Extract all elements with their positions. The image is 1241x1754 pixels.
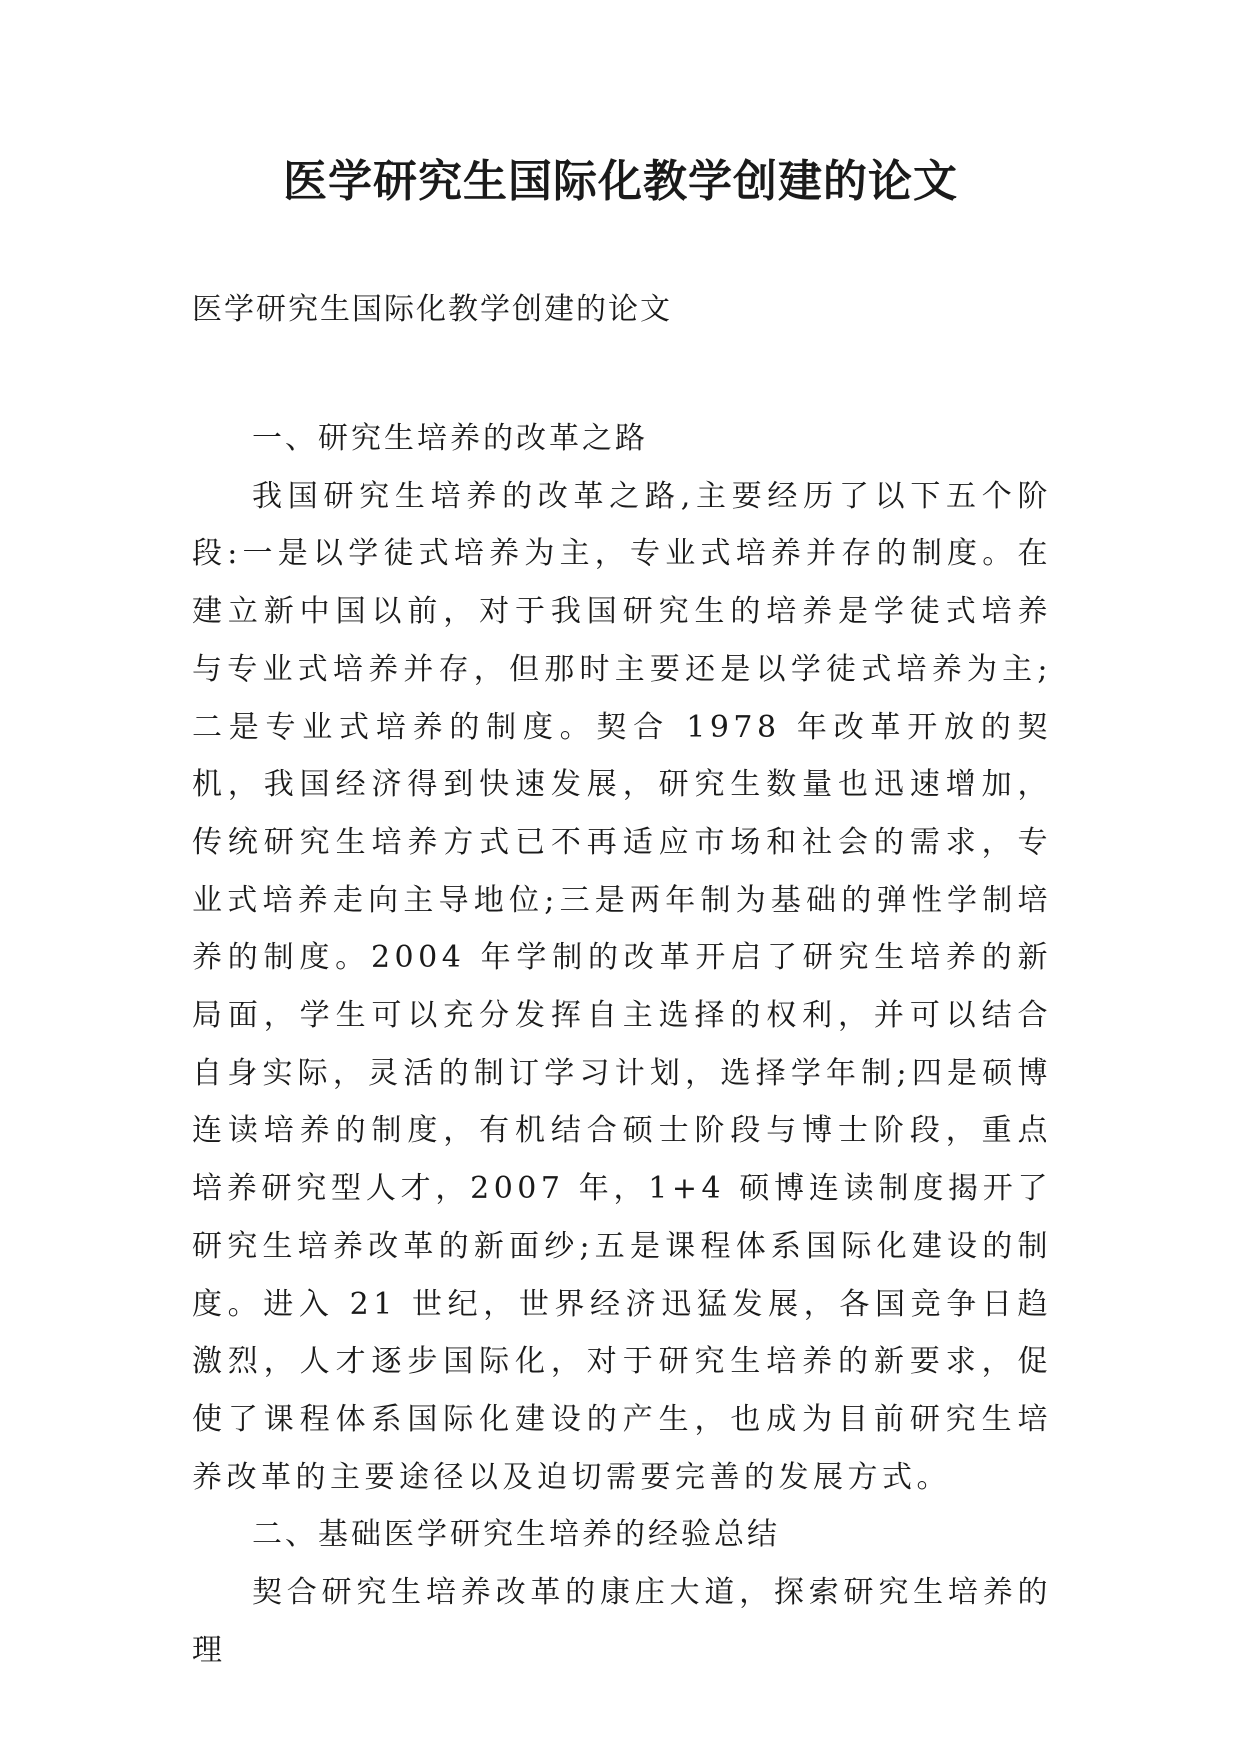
body-paragraph-1: 我国研究生培养的改革之路,主要经历了以下五个阶段:一是以学徒式培养为主，专业式培养并存的制度。在建立新中国以前，对于我国研究生的培养是学徒式培养与专业式培养并存，但那时主要还是以学徒式培养为主;二是专业式培养的制度。契合 1978 年改革开放的契机，我国经济得到快速发展，研究生数量也迅速增加，传统研究生培养方式已不再适应市场和社会的需求，专业式培养走向主导地位;三是两年制为基础的弹性学制培养的制度。2004 年学制的改革开启了研究生培养的新局面，学生可以充分发挥自主选择的权利，并可以结合自身实际，灵活的制订学习计划，选择学年制;四是硕博连读培养的制度，有机结合硕士阶段与博士阶段，重点培养研究型人才，2007 年，1+4 硕博连读制度揭开了研究生培养改革的新面纱;五是课程体系国际化建设的制度。进入 21 世纪，世界经济迅猛发展，各国竞争日趋激烈，人才逐步国际化，对于研究生培养的新要求，促使了课程体系国际化建设的产生，也成为目前研究生培养改革的主要途径以及迫切需要完善的发展方式。 — [192, 478, 1052, 1495]
document-subtitle: 医学研究生国际化教学创建的论文 — [192, 292, 672, 327]
document-title: 医学研究生国际化教学创建的论文 — [283, 156, 958, 207]
section-heading-1: 一、研究生培养的改革之路 — [252, 421, 648, 456]
body-paragraph-2: 契合研究生培养改革的康庄大道，探索研究生培养的理 — [192, 1575, 1052, 1668]
section-heading-2: 二、基础医学研究生培养的经验总结 — [252, 1517, 780, 1553]
document-body — [192, 410, 1052, 1679]
